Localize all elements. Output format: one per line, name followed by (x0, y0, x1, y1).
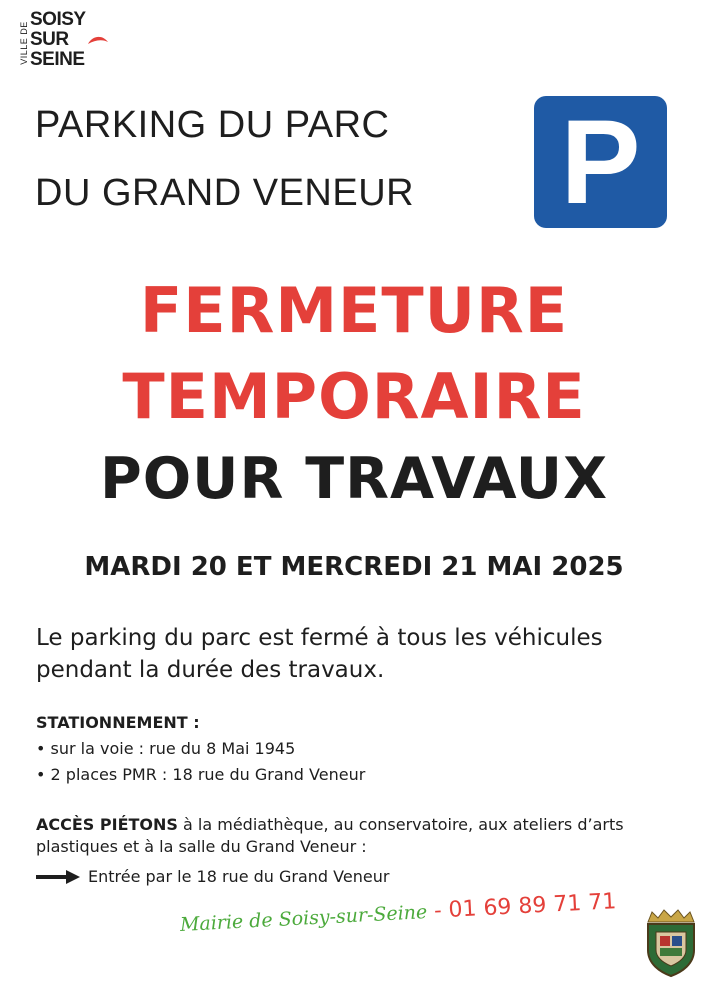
stationnement-item: • sur la voie : rue du 8 Mai 1945 (36, 739, 296, 758)
arrow-right-icon (36, 870, 80, 884)
logo-prefix: VILLE DE (18, 21, 29, 65)
headline-temporaire: TEMPORAIRE (122, 360, 586, 433)
parking-sign-letter: P (560, 95, 641, 229)
page-title-line-2: DU GRAND VENEUR (35, 172, 415, 214)
closure-date: MARDI 20 ET MERCREDI 21 MAI 2025 (84, 552, 624, 582)
page-title-line-1: PARKING DU PARC (35, 104, 390, 146)
mairie-phone: 01 69 89 71 71 (447, 889, 617, 923)
mairie-name: Mairie de Soisy-sur-Seine (179, 901, 428, 936)
entry-line (36, 866, 389, 888)
footer-contact (179, 889, 617, 937)
footer-separator: - (426, 897, 450, 925)
intro-text: Le parking du parc est fermé à tous les véhicules pendant la durée des travaux. (36, 625, 603, 683)
acces-pietons-paragraph (36, 814, 676, 858)
acces-pietons-text: à la médiathèque, au conservatoire, aux ateliers d’arts plastiques et à la salle du Grand Veneur : (36, 815, 624, 856)
entry-text: Entrée par le 18 rue du Grand Veneur (88, 867, 390, 886)
stationnement-item: • 2 places PMR : 18 rue du Grand Veneur (36, 765, 366, 784)
stationnement-heading: STATIONNEMENT : (36, 713, 200, 732)
acces-pietons-label: ACCÈS PIÉTONS (36, 815, 178, 834)
logo-line-1: SOISY (30, 9, 86, 30)
headline-fermeture: FERMETURE (139, 274, 569, 347)
city-crest-icon (642, 908, 700, 978)
logo-line-3: SEINE (30, 49, 85, 70)
parking-sign-icon (534, 96, 667, 228)
city-logo (14, 8, 124, 80)
logo-line-2: SUR (30, 29, 69, 50)
logo-swoosh-icon (86, 34, 110, 48)
headline-pour-travaux: POUR TRAVAUX (99, 446, 609, 512)
